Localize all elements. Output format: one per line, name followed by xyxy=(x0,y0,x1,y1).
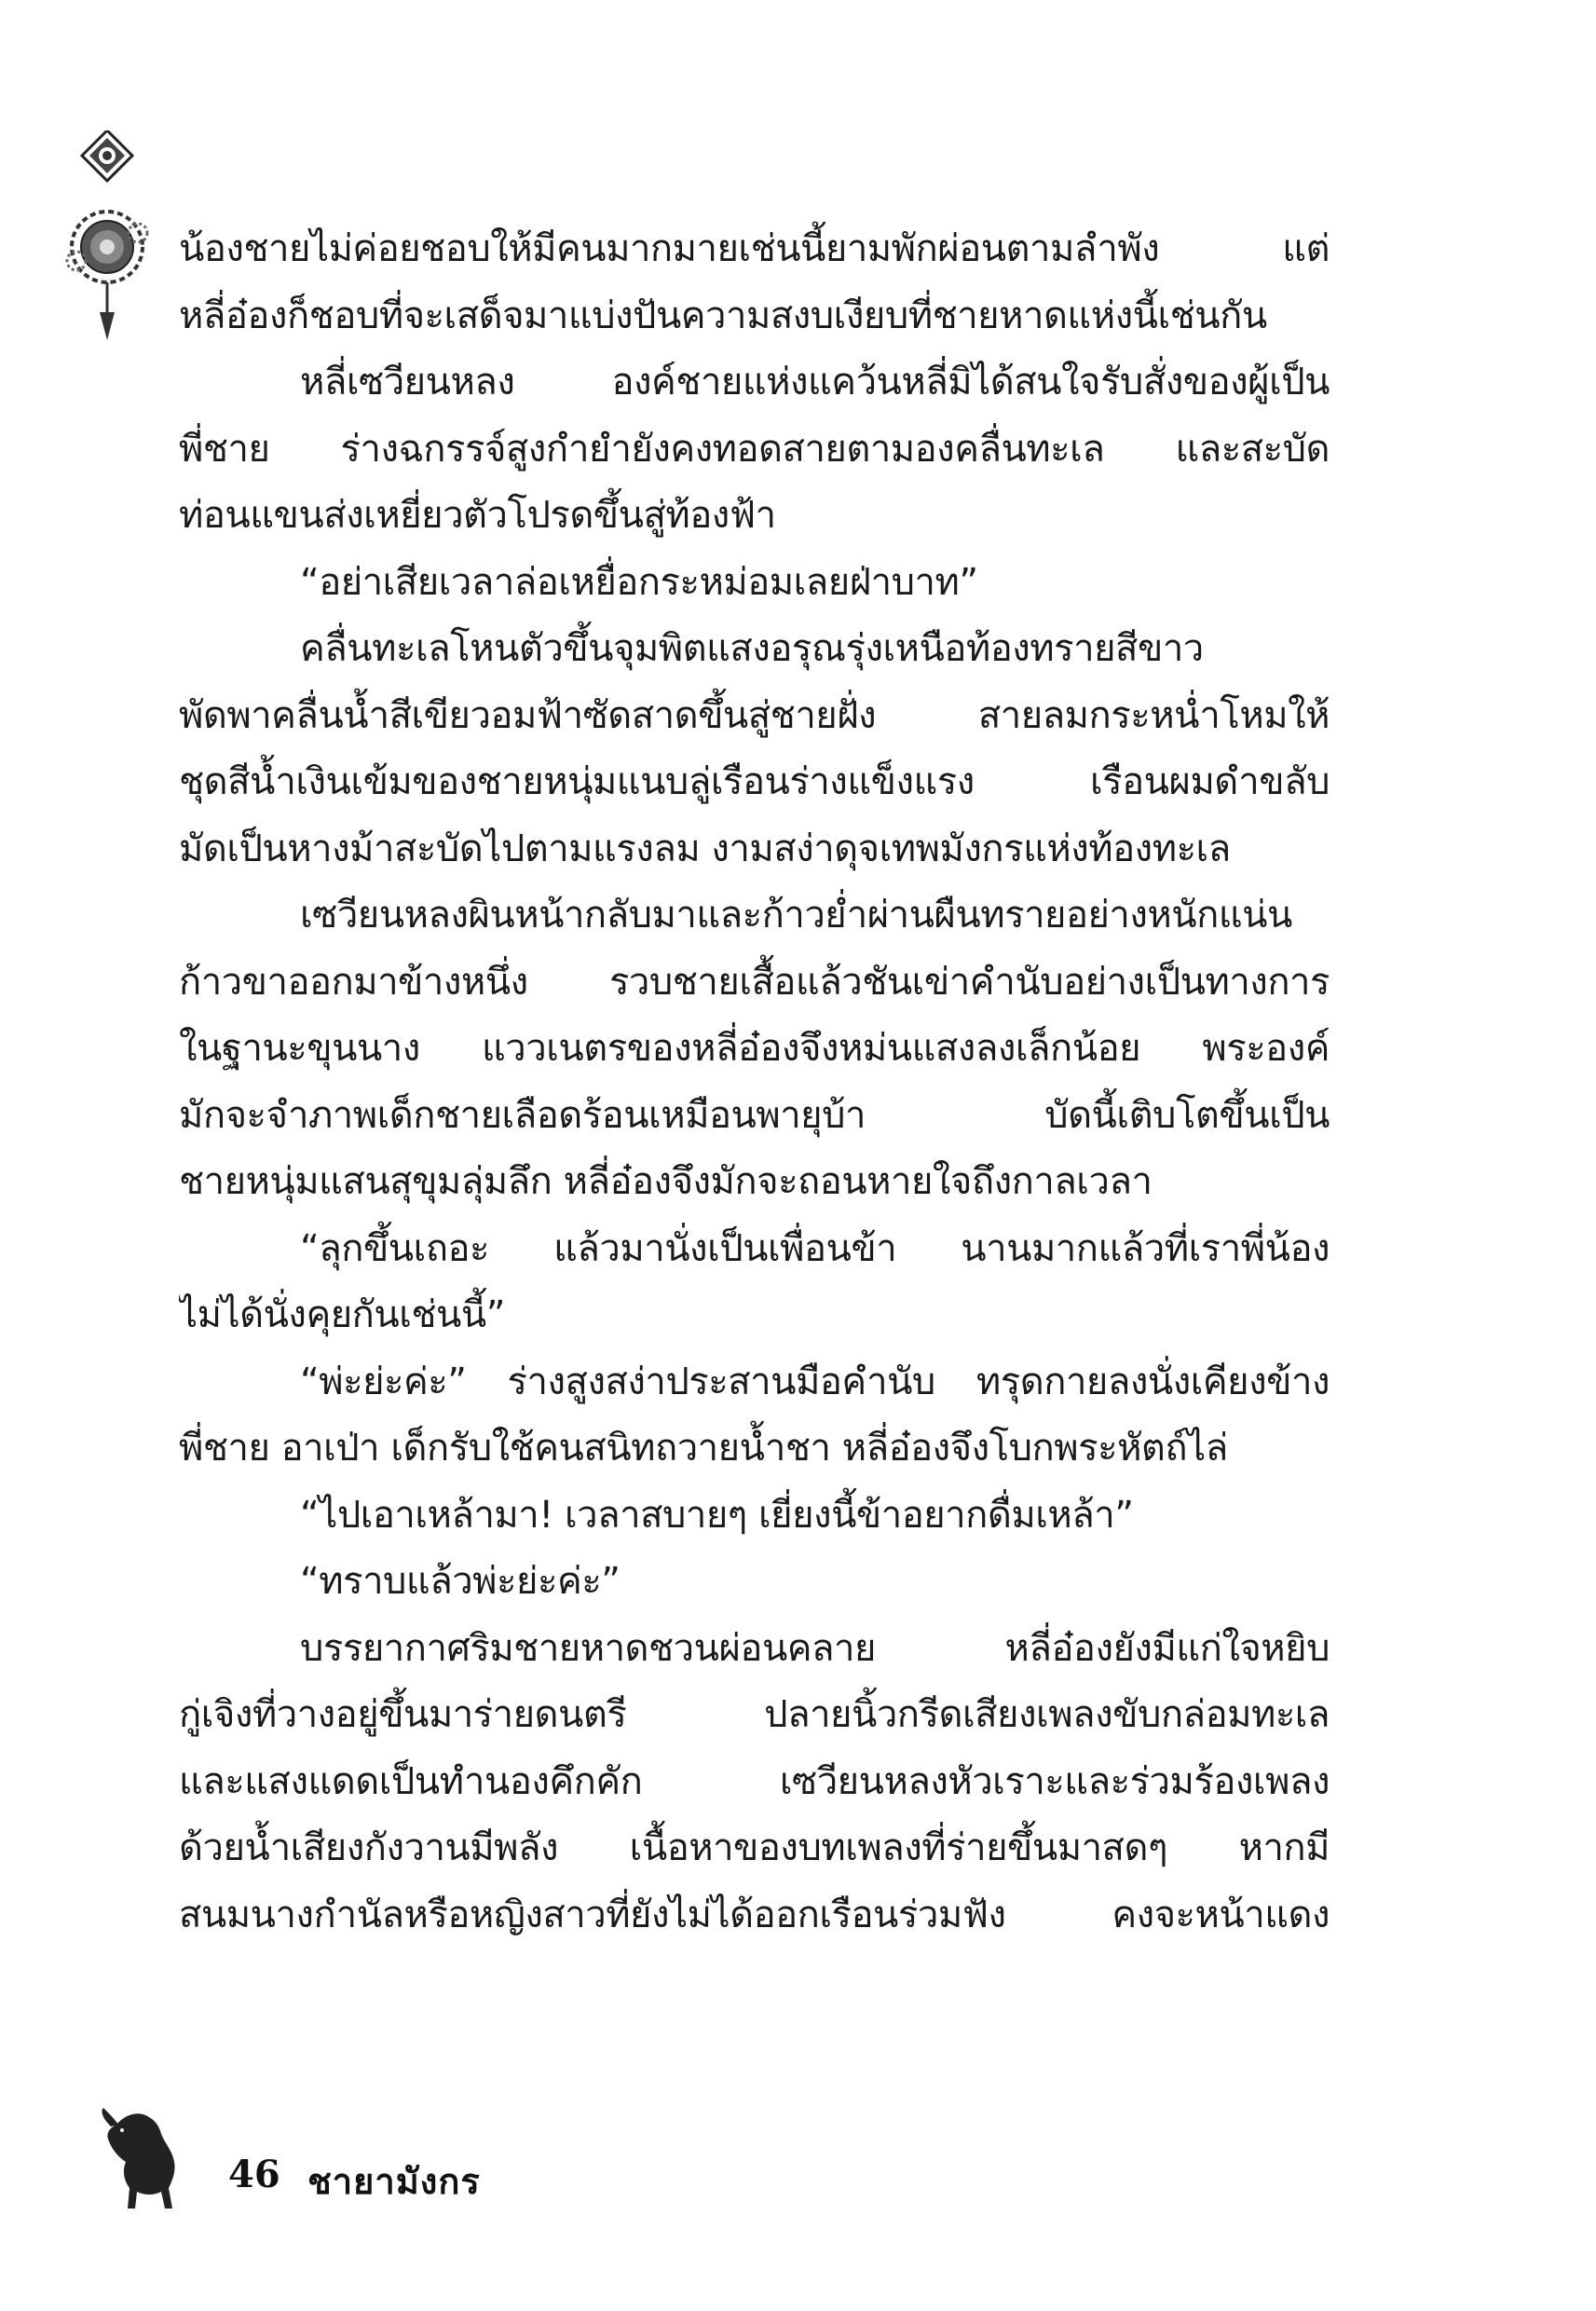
text-line: ชุดสีน้ำเงินเข้มของชายหนุ่มแนบลู่เรือนร่างแข็งแรง เรือนผมดำขลับ xyxy=(179,760,1330,803)
text-line: ไม่ได้นั่งคุยกันเช่นนี้” xyxy=(179,1293,505,1336)
book-title: ชายามังกร xyxy=(307,2160,481,2202)
text-line: “ลุกขึ้นเถอะ แล้วมานั่งเป็นเพื่อนข้า นานมากแล้วที่เราพี่น้อง xyxy=(300,1226,1330,1270)
text-line: “อย่าเสียเวลาล่อเหยื่อกระหม่อมเลยฝ่าบาท” xyxy=(300,560,978,604)
text-line: น้องชายไม่ค่อยชอบให้มีคนมากมายเช่นนี้ยามพักผ่อนตามลำพัง แต่ xyxy=(179,227,1330,270)
text-line: และแสงแดดเป็นทำนองคึกคัก เซวียนหลงหัวเราะและร่วมร้องเพลง xyxy=(179,1759,1330,1803)
text-line: ท่อนแขนส่งเหยี่ยวตัวโปรดขึ้นสู่ท้องฟ้า xyxy=(179,494,776,537)
text-line: “ทราบแล้วพ่ะย่ะค่ะ” xyxy=(300,1560,621,1603)
chapter-body-text xyxy=(179,216,1330,1949)
page-number: 46 xyxy=(228,2153,280,2196)
text-line: คลื่นทะเลโหนตัวขึ้นจุมพิตแสงอรุณรุ่งเหนือท้องทรายสีขาว xyxy=(300,627,1204,670)
text-line: กู่เจิงที่วางอยู่ขึ้นมาร่ายดนตรี ปลายนิ้วกรีดเสียงเพลงขับกล่อมทะเล xyxy=(179,1693,1330,1736)
publisher-emblem-icon xyxy=(56,130,168,345)
text-line: ด้วยน้ำเสียงกังวานมีพลัง เนื้อหาของบทเพลงที่ร่ายขึ้นมาสดๆ หากมี xyxy=(179,1826,1330,1869)
text-line: บรรยากาศริมชายหาดชวนผ่อนคลาย หลี่อ๋องยังมีแก่ใจหยิบ xyxy=(300,1626,1330,1670)
text-line: หลี่อ๋องก็ชอบที่จะเสด็จมาแบ่งปันความสงบเงียบที่ชายหาดแห่งนี้เช่นกัน xyxy=(179,294,1267,337)
text-line: มัดเป็นหางม้าสะบัดไปตามแรงลม งามสง่าดุจเทพมังกรแห่งท้องทะเล xyxy=(179,827,1231,870)
text-line: ชายหนุ่มแสนสุขุมลุ่มลึก หลี่อ๋องจึงมักจะถอนหายใจถึงกาลเวลา xyxy=(179,1160,1153,1203)
text-line: พี่ชาย อาเป่า เด็กรับใช้คนสนิทถวายน้ำชา หลี่อ๋องจึงโบกพระหัตถ์ไล่ xyxy=(179,1427,1228,1470)
page-footer xyxy=(98,2106,657,2218)
text-line: ในฐานะขุนนาง แววเนตรของหลี่อ๋องจึงหม่นแสงลงเล็กน้อย พระองค์ xyxy=(179,1027,1330,1070)
text-line: มักจะจำภาพเด็กชายเลือดร้อนเหมือนพายุบ้า บัดนี้เติบโตขึ้นเป็น xyxy=(179,1093,1330,1137)
horse-icon xyxy=(98,2106,191,2218)
text-line: สนมนางกำนัลหรือหญิงสาวที่ยังไม่ได้ออกเรือนร่วมฟัง คงจะหน้าแดง xyxy=(179,1893,1330,1936)
text-line: หลี่เซวียนหลง องค์ชายแห่งแคว้นหลี่มิได้สนใจรับสั่งของผู้เป็น xyxy=(300,361,1330,403)
text-line: “ไปเอาเหล้ามา! เวลาสบายๆ เยี่ยงนี้ข้าอยากดื่มเหล้า” xyxy=(300,1493,1134,1537)
text-line: “พ่ะย่ะค่ะ” ร่างสูงสง่าประสานมือคำนับ ทรุดกายลงนั่งเคียงข้าง xyxy=(300,1360,1330,1403)
text-line: พี่ชาย ร่างฉกรรจ์สูงกำยำยังคงทอดสายตามองคลื่นทะเล และสะบัด xyxy=(179,427,1330,471)
text-line: พัดพาคลื่นน้ำสีเขียวอมฟ้าซัดสาดขึ้นสู่ชายฝั่ง สายลมกระหน่ำโหมให้ xyxy=(179,693,1330,737)
text-line: เซวียนหลงผินหน้ากลับมาและก้าวย่ำผ่านผืนทรายอย่างหนักแน่น xyxy=(300,894,1292,937)
text-line: ก้าวขาออกมาข้างหนึ่ง รวบชายเสื้อแล้วชันเข่าคำนับอย่างเป็นทางการ xyxy=(179,960,1330,1004)
